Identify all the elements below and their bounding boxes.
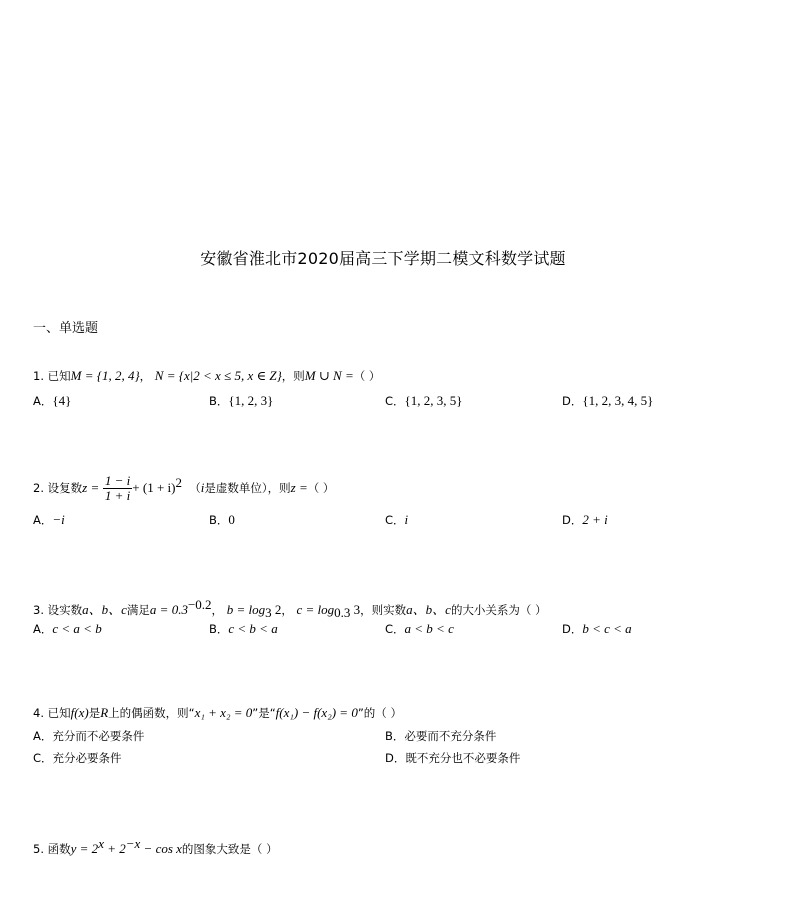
q4-text: 是 [88,706,101,720]
option-label: B． [209,394,229,408]
option-text: {4} [52,393,72,408]
option-label: C． [385,394,405,408]
option-text: c < b < a [228,621,278,636]
option-label: A． [33,394,53,408]
q2-tail: + (1 + i) [132,480,176,495]
q4-cond2: f(x₁) − f(x₂) = 0 [275,705,358,720]
q5-exp2: −x [125,836,141,851]
q1-option-d[interactable] [562,393,653,409]
option-label: D． [562,394,583,408]
q5-text: 的图象大致是（ ） [181,841,278,856]
q5-prefix: 5. 函数 [33,841,71,856]
question-4 [33,705,402,721]
q3-c-def: c = log [296,601,335,617]
option-text: 2 + i [582,512,608,527]
option-text: c < a < b [52,621,102,636]
question-2 [33,474,334,503]
q1-sep: ， [139,369,152,383]
option-label: B． [209,622,229,636]
q3-b-arg: 2 [271,601,282,617]
option-text: b < c < a [582,621,632,636]
q1-prefix: 1. 已知 [33,369,71,383]
q3-sep: ， [281,602,293,617]
q3-option-b[interactable] [209,621,278,637]
question-1 [33,368,380,384]
option-text: 0 [228,512,235,527]
q2-paren: （ ） [307,481,335,495]
q3-text: 的大小关系为（ ） [450,602,547,617]
page-title: 安徽省淮北市2020届高三下学期二模文科数学试题 [200,249,566,268]
q2-note: 是虚数单位），则 [204,481,291,495]
q2-option-d[interactable] [562,512,608,528]
q4-cond1: x₁ + x₂ = 0 [194,705,253,720]
q3-b-def: b = log [226,601,266,617]
option-label: B． [209,513,229,527]
q3-prefix: 3. 设实数 [33,602,83,617]
option-text: {1, 2, 3, 5} [404,393,463,408]
q3-a-def: a = 0.3 [149,601,188,617]
q3-option-d[interactable] [562,621,632,637]
q2-option-a[interactable] [33,512,65,528]
q3-option-c[interactable] [385,621,454,637]
q5-expr: y = 2 [70,840,99,856]
q2-note-i: i [200,480,205,495]
q4-prefix: 4. 已知 [33,706,71,720]
q3-sep: ， [211,602,224,617]
q3-c-sub: 0.3 [334,605,351,621]
option-label: D． [562,513,583,527]
q5-expr: + 2 [103,840,126,856]
q3-text: 满足 [126,602,150,617]
q4-text: ”的（ ） [357,706,402,720]
q1-paren: （ ） [353,369,381,383]
q4-option-b[interactable]: B．必要而不充分条件 [385,729,497,743]
q3-vars: a、b、c [82,601,127,617]
q4-fx: f(x) [70,705,89,720]
q2-option-c[interactable] [385,512,408,528]
option-label: A． [33,622,53,636]
section-heading: 一、单选题 [33,321,99,336]
q2-option-b[interactable] [209,512,235,528]
q4-text: ”是“ [252,706,276,720]
question-5 [33,836,278,857]
q2-z-eq: z = [290,480,308,495]
q5-expr: − cos x [140,840,182,856]
q2-fraction [103,474,132,503]
option-text: a < b < c [404,621,454,636]
q3-a-exp: −0.2 [187,597,212,612]
q2-numerator: 1 − i [104,473,131,488]
q4-option-c[interactable]: C．充分必要条件 [33,751,122,765]
option-label: A． [33,513,53,527]
q4-option-d[interactable]: D．既不充分也不必要条件 [385,751,521,765]
q3-option-a[interactable] [33,621,102,637]
q1-option-c[interactable] [385,393,463,409]
question-3 [33,597,547,621]
q5-exp1: x [98,836,104,851]
option-label: C． [385,513,405,527]
option-label: C． [385,622,405,636]
option-text: i [404,512,409,527]
q1-option-b[interactable] [209,393,273,409]
q4-R: R [100,705,109,720]
q2-lhs: z = [82,480,100,495]
q3-vars: a、b、c [406,601,451,617]
q2-exponent: 2 [175,475,182,491]
option-text: −i [52,512,65,527]
q2-prefix: 2. 设复数 [33,481,83,495]
q1-expr: M ∪ N = [304,368,354,383]
q2-denominator: 1 + i [104,488,131,503]
q3-b-sub: 3 [265,605,272,621]
q1-set-m: M = {1, 2, 4} [70,368,140,383]
option-label: D． [562,622,583,636]
q4-option-a[interactable]: A．充分而不必要条件 [33,729,145,743]
option-text: {1, 2, 3} [228,393,274,408]
q1-set-n: N = {x|2 < x ≤ 5, x ∈ Z} [154,368,282,383]
q1-mid: ，则 [281,369,305,383]
q3-c-arg: 3 [350,601,361,617]
q3-text: ，则实数 [360,602,407,617]
q4-text: 上的偶函数，则“ [108,706,195,720]
option-text: {1, 2, 3, 4, 5} [582,393,654,408]
q2-note-open: （ [189,481,201,495]
q1-option-a[interactable] [33,393,71,409]
